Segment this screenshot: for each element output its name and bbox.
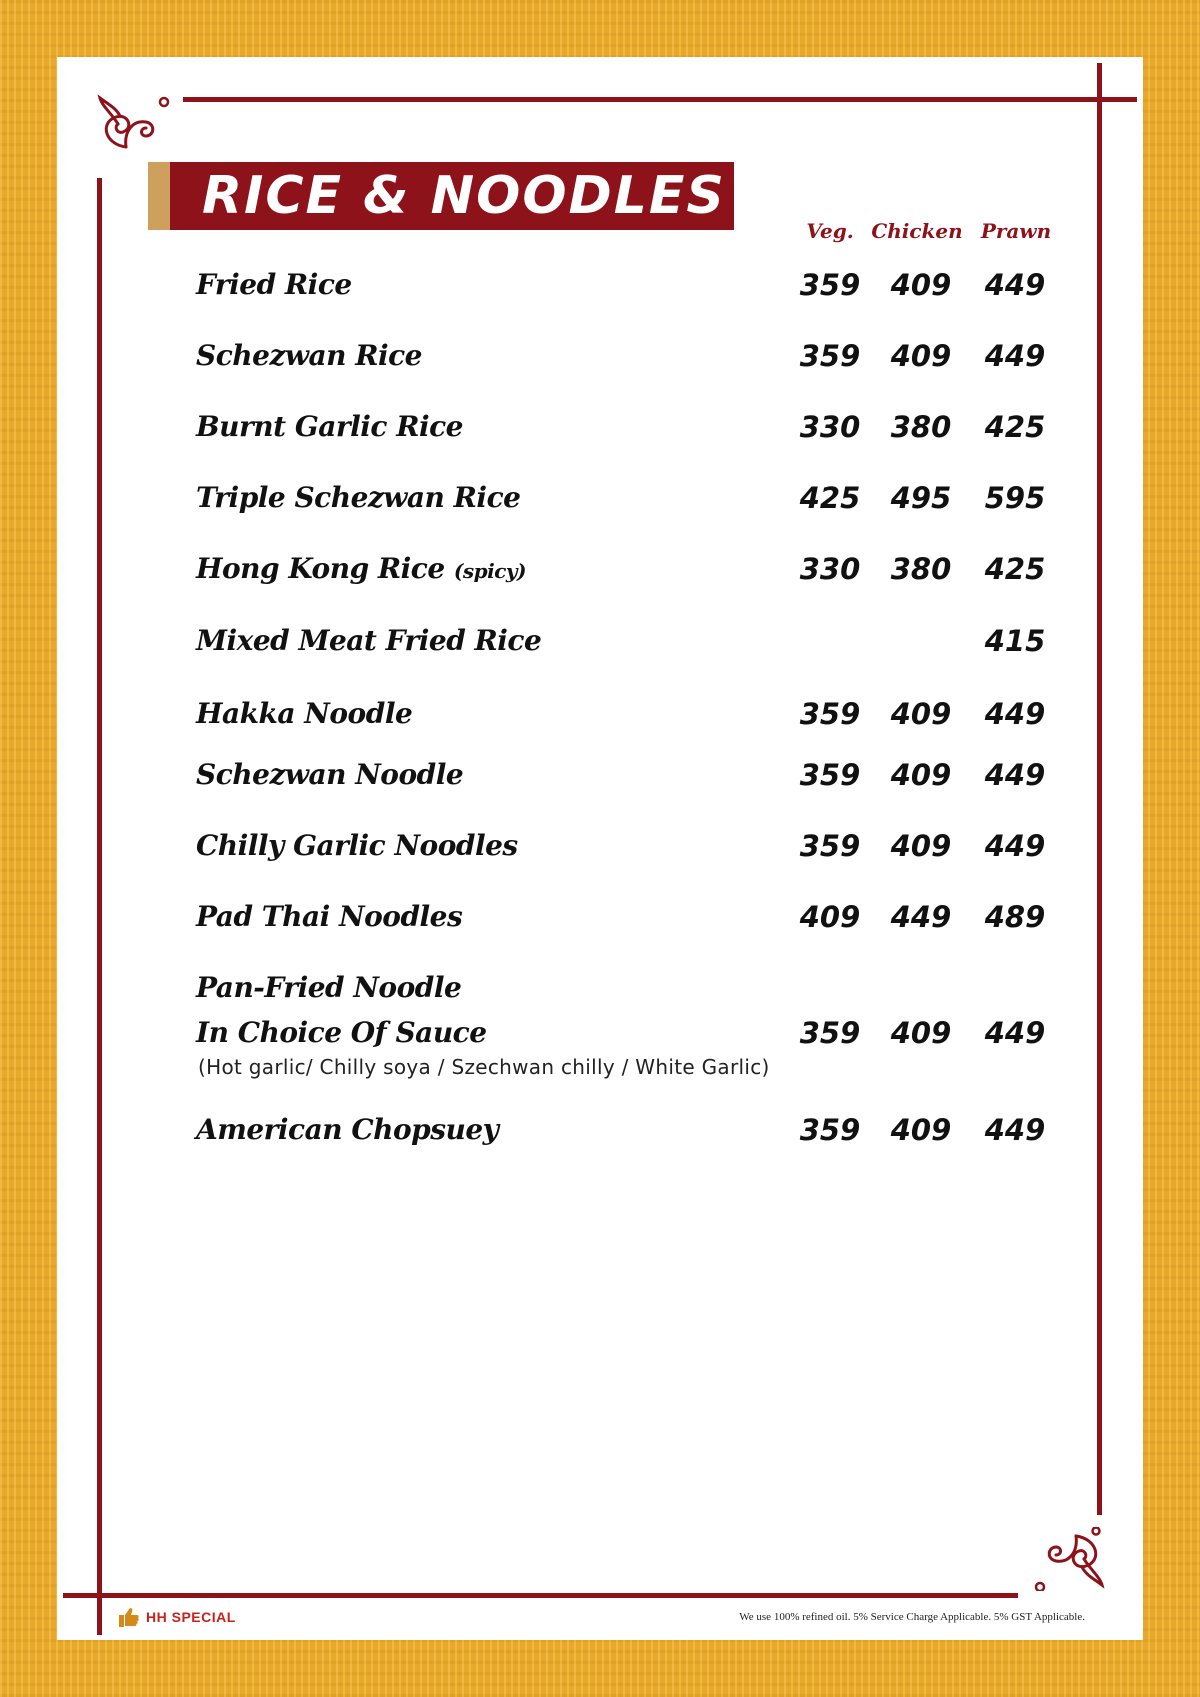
item-name: Fried Rice (196, 268, 352, 301)
price-veg: 359 (799, 758, 861, 792)
price-chicken: 409 (890, 829, 952, 863)
price-chicken: 409 (890, 1113, 952, 1147)
price-prawn: 489 (984, 900, 1046, 934)
price-chicken: 409 (890, 1016, 952, 1050)
item-name: Mixed Meat Fried Rice (196, 624, 542, 657)
price-chicken: 380 (890, 410, 952, 444)
frame-bottom-line (63, 1593, 1018, 1598)
section-title-banner (148, 162, 734, 230)
price-veg: 359 (799, 829, 861, 863)
item-name: Schezwan Rice (196, 339, 422, 372)
price-prawn: 425 (984, 410, 1046, 444)
item-name-line1: Pan-Fried Noodle (196, 971, 462, 1004)
item-name-line2: In Choice Of Sauce (196, 1016, 487, 1049)
item-name: Burnt Garlic Rice (196, 410, 463, 443)
price-chicken: 409 (890, 268, 952, 302)
column-header-chicken: Chicken (871, 219, 963, 243)
frame-left-line (97, 178, 102, 1635)
price-chicken: 409 (890, 697, 952, 731)
frame-right-line (1097, 63, 1102, 1515)
price-prawn: 449 (984, 758, 1046, 792)
price-chicken: 409 (890, 339, 952, 373)
thumbs-up-icon (118, 1606, 140, 1628)
hh-special-label: HH SPECIAL (146, 1609, 236, 1625)
item-note: (spicy) (453, 559, 526, 583)
price-chicken: 409 (890, 758, 952, 792)
frame-top-line (183, 97, 1137, 102)
price-prawn: 425 (984, 552, 1046, 586)
price-chicken: 495 (890, 481, 952, 515)
price-veg: 359 (799, 339, 861, 373)
column-header-veg: Veg. (806, 219, 854, 243)
item-name: Schezwan Noodle (196, 758, 464, 791)
item-name: Chilly Garlic Noodles (196, 829, 518, 862)
price-prawn: 449 (984, 829, 1046, 863)
price-prawn: 595 (984, 481, 1046, 515)
price-prawn: 415 (984, 624, 1046, 658)
price-veg: 425 (799, 481, 861, 515)
column-header-prawn: Prawn (980, 219, 1052, 243)
item-name: Triple Schezwan Rice (196, 481, 521, 514)
price-veg: 359 (799, 1016, 861, 1050)
price-chicken: 449 (890, 900, 952, 934)
item-name: American Chopsuey (196, 1113, 499, 1146)
item-description: (Hot garlic/ Chilly soya / Szechwan chilly / White Garlic) (198, 1055, 770, 1079)
item-name: Hong Kong Rice (196, 552, 445, 585)
price-veg: 359 (799, 268, 861, 302)
item-name-with-note (196, 552, 526, 588)
hh-special-legend (118, 1605, 236, 1629)
item-name: Hakka Noodle (196, 697, 413, 730)
swirl-ornament-icon (96, 92, 176, 154)
price-veg: 330 (799, 410, 861, 444)
title-accent-bar (148, 162, 170, 230)
item-name: Pad Thai Noodles (196, 900, 463, 933)
price-prawn: 449 (984, 268, 1046, 302)
price-prawn: 449 (984, 1113, 1046, 1147)
price-prawn: 449 (984, 339, 1046, 373)
price-veg: 409 (799, 900, 861, 934)
price-prawn: 449 (984, 697, 1046, 731)
price-veg: 330 (799, 552, 861, 586)
price-veg: 359 (799, 697, 861, 731)
price-veg: 359 (799, 1113, 861, 1147)
price-prawn: 449 (984, 1016, 1046, 1050)
section-title: RICE & NOODLES (202, 166, 726, 226)
swirl-ornament-icon (1026, 1527, 1106, 1591)
footer-disclaimer: We use 100% refined oil. 5% Service Charge Applicable. 5% GST Applicable. (739, 1611, 1085, 1623)
price-chicken: 380 (890, 552, 952, 586)
